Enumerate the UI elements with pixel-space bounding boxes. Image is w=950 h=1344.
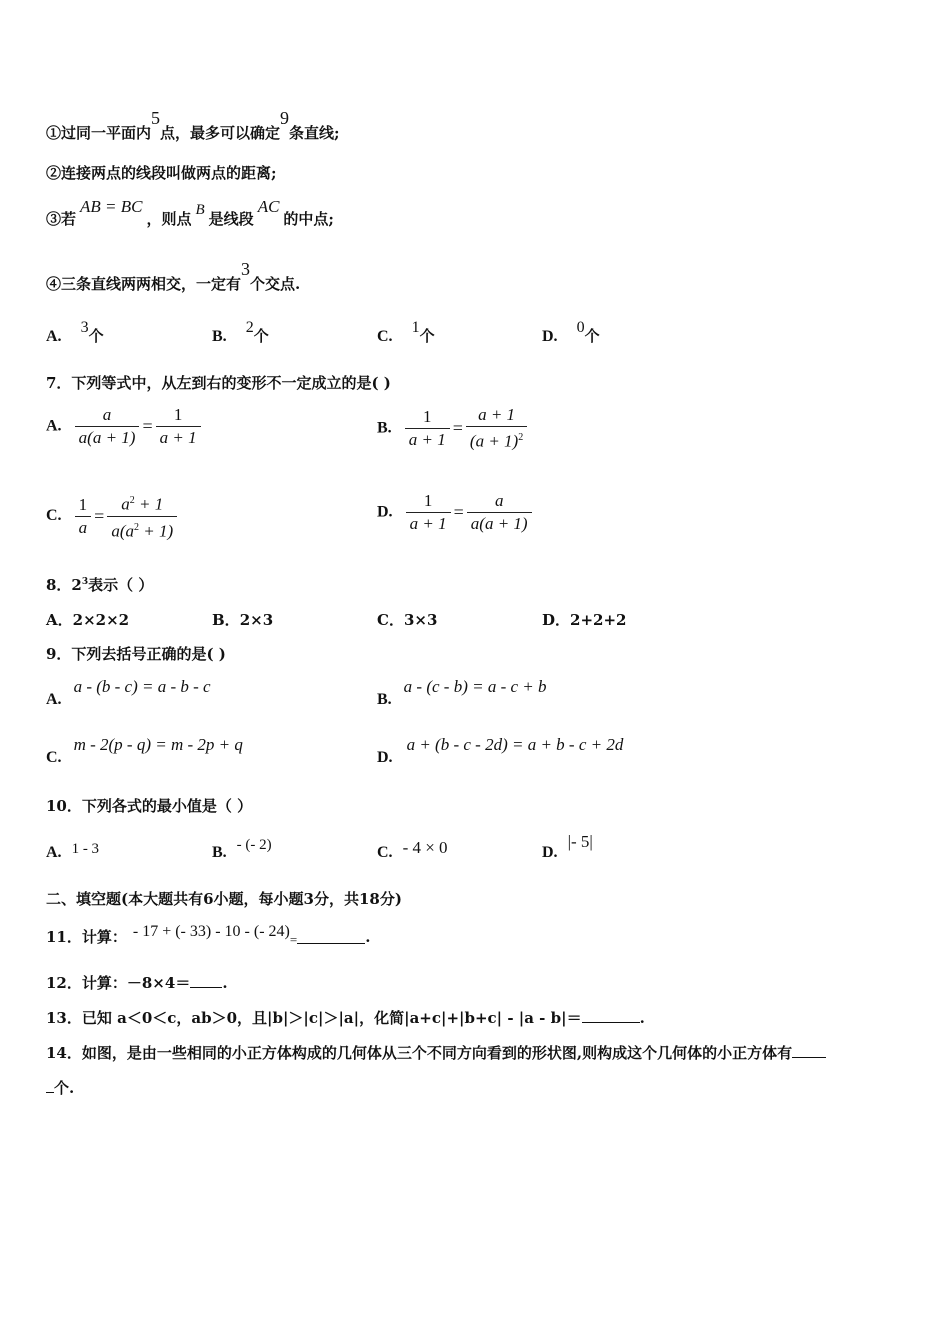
q8-option-d[interactable]: D．2+2+2	[542, 611, 627, 629]
q10-option-d[interactable]: D.|- 5|	[542, 832, 593, 861]
q11-expression: - 17 + (- 33) - 10 - (- 24)	[132, 923, 290, 940]
math-ac: AC	[257, 197, 280, 216]
q6-option-b[interactable]: B. 2个	[212, 319, 269, 345]
count-points: 5	[151, 108, 161, 128]
q9-option-b[interactable]: B.a - (c - b) = a - c + b	[377, 677, 547, 708]
q7-option-c[interactable]: C. $\frac{1}{a}$ = $\frac{a^2 + 1}{a(a^2 + 1)}$	[46, 490, 177, 542]
fraction: $\frac{1}{a + 1}$	[405, 406, 450, 451]
q13: 13．已知 a＜0＜c，ab＞0，且|b|＞|c|＞|a|，化简|a+c|+|b+c| - |a - b|＝ .	[46, 1009, 645, 1027]
q6-option-a[interactable]: A. 3个	[46, 319, 104, 345]
fraction: $\frac{a^2 + 1}{a(a^2 + 1)}$	[107, 490, 177, 542]
q7-option-d[interactable]: D. $\frac{1}{a + 1}$ = $\frac{a}{a(a + 1)}$	[377, 490, 532, 535]
count-intersections: 3	[241, 259, 251, 279]
answer-blank[interactable]	[582, 1008, 640, 1023]
q8-option-a[interactable]: A．2×2×2	[46, 611, 130, 629]
fraction: $\frac{1}{a}$	[75, 494, 92, 539]
answer-blank[interactable]	[792, 1043, 826, 1058]
answer-blank[interactable]	[190, 973, 222, 988]
q11: 11．计算： - 17 + (- 33) - 10 - (- $24)_=$ .	[46, 923, 371, 947]
statement-4: ④三条直线两两相交，一定有$^3$个交点.	[46, 259, 301, 293]
q8-option-b[interactable]: B．2×3	[212, 611, 274, 629]
q14-line1: 14．如图，是由一些相同的小正方体构成的几何体从三个不同方向看到的形状图,则构成这个几何体的小正方体有	[46, 1042, 826, 1063]
q8-title: 8．$2^3$表示（ ）	[46, 576, 154, 594]
q6-option-c[interactable]: C. 1个	[377, 319, 435, 345]
q6-option-d[interactable]: D. 0个	[542, 319, 600, 345]
q9-option-c[interactable]: C.m - 2(p - q) = m - 2p + q	[46, 735, 243, 766]
q9-option-d[interactable]: D.a + (b - c - 2d) = a + b - c + 2d	[377, 735, 624, 766]
answer-blank[interactable]	[46, 1078, 54, 1093]
q7-title: 7．下列等式中，从左到右的变形不一定成立的是( )	[46, 374, 391, 392]
q10-option-b[interactable]: B. - (- 2)	[212, 837, 272, 861]
q9-option-a[interactable]: A.a - (b - c) = a - b - c	[46, 677, 211, 708]
section-heading: 二、填空题(本大题共有6小题，每小题3分，共18分)	[46, 890, 402, 908]
fraction: $\frac{1}{a + 1}$	[156, 404, 201, 449]
count-lines: 9	[280, 108, 290, 128]
fraction: $\frac{a + 1}{(a + 1)^2}$	[466, 404, 527, 453]
statement-2: ②连接两点的线段叫做两点的距离;	[46, 164, 277, 182]
math-b: B	[195, 202, 205, 218]
answer-blank[interactable]	[297, 929, 365, 944]
fraction: $\frac{1}{a + 1}$	[406, 490, 451, 535]
statement-3: ③若AB = BC，则点 B 是线段AC的中点;	[46, 197, 334, 228]
q12: 12．计算：－8×4＝ .	[46, 974, 228, 992]
q14-line2: 个.	[46, 1077, 74, 1098]
statement-1: ①过同一平面内$^5$点，最多可以确定$^9$条直线;	[46, 108, 340, 142]
q10-title: 10．下列各式的最小值是（ ）	[46, 797, 253, 815]
fraction: $\frac{a}{a(a + 1)}$	[467, 490, 532, 535]
q8-option-c[interactable]: C．3×3	[377, 611, 438, 629]
q9-title: 9．下列去括号正确的是( )	[46, 645, 226, 663]
q10-option-c[interactable]: C. - 4 × 0	[377, 838, 448, 861]
q10-option-a[interactable]: A. 1 - 3	[46, 841, 100, 861]
fraction: $\frac{a}{a(a + 1)}$	[75, 404, 140, 449]
q7-option-b[interactable]: B. $\frac{1}{a + 1}$ = $\frac{a + 1}{(a + 1)^2}$	[377, 404, 527, 453]
math-ab-bc: AB = BC	[80, 197, 143, 216]
q7-option-a[interactable]: A. $\frac{a}{a(a + 1)}$ = $\frac{1}{a + 1}$	[46, 404, 201, 449]
